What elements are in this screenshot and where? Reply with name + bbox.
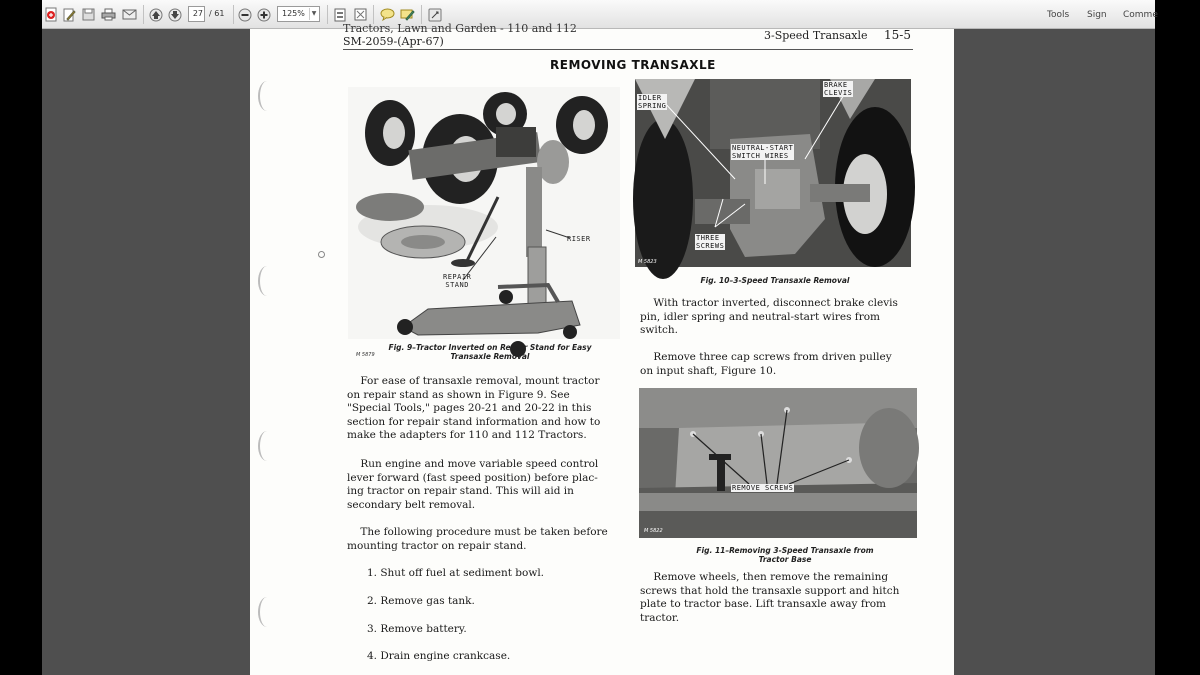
list-item: 4. Drain engine crankcase. <box>367 650 511 662</box>
zoom-out-icon[interactable] <box>238 6 252 23</box>
fig11-code: M 5822 <box>644 528 663 534</box>
header-section: 3-Speed Transaxle <box>764 29 868 42</box>
fig10-label-brake-clevis: BRAKE CLEVIS <box>824 81 853 97</box>
header-series: Tractors, Lawn and Garden - 110 and 112 <box>343 22 577 35</box>
toolbar-separator <box>233 5 234 24</box>
page-total: / 61 <box>209 9 225 18</box>
letterbox-left <box>0 0 42 675</box>
fig9-label-riser: RISER <box>567 235 591 243</box>
right-paragraph-2: Remove three cap screws from driven pulley on input shaft, Figure 10. <box>640 351 892 377</box>
zoom-level-value: 125% <box>282 9 305 18</box>
print-icon[interactable] <box>101 6 116 23</box>
fig9-label-repair-stand: REPAIR STAND <box>443 273 472 289</box>
fig10-label-idler-spring: IDLER SPRING <box>638 94 667 110</box>
fig11-caption: Fig. 11–Removing 3-Speed Transaxle from Tractor Base <box>696 546 874 564</box>
fig9-tractor-drawing <box>348 87 620 339</box>
fig9-code: M 5879 <box>356 352 375 358</box>
next-page-icon[interactable] <box>168 6 182 23</box>
zoom-in-icon[interactable] <box>257 6 271 23</box>
comment-link[interactable]: Comme <box>1123 10 1158 20</box>
list-item: 1. Shut off fuel at sediment bowl. <box>367 567 545 579</box>
fig11-photo <box>639 388 917 538</box>
fig11-label-remove-screws: REMOVE SCREWS <box>732 484 794 492</box>
zoom-level-select[interactable] <box>277 6 320 22</box>
fig10-label-neutral-start: NEUTRAL-START SWITCH WIRES <box>732 144 794 160</box>
fig10-photo <box>635 79 911 267</box>
fig10-label-three-screws: THREE SCREWS <box>696 234 725 250</box>
pdf-page <box>250 22 954 675</box>
create-pdf-icon[interactable] <box>44 6 57 23</box>
document-area[interactable] <box>42 22 1155 675</box>
tools-link[interactable]: Tools <box>1047 10 1070 20</box>
fig10-code: M 5823 <box>638 259 657 265</box>
save-icon[interactable] <box>82 6 95 23</box>
list-item: 3. Remove battery. <box>367 623 467 635</box>
edit-document-icon[interactable] <box>63 6 76 23</box>
tool-options-icon[interactable] <box>427 6 442 23</box>
sign-link[interactable]: Sign <box>1087 10 1107 20</box>
highlight-icon[interactable] <box>400 6 415 23</box>
fig9-caption: Fig. 9–Tractor Inverted on Repair Stand for Easy Transaxle Removal <box>388 343 592 361</box>
toolbar-separator <box>143 5 144 24</box>
chevron-down-icon[interactable]: ▼ <box>309 8 318 20</box>
toolbar-separator <box>327 5 328 24</box>
right-paragraph-1: With tractor inverted, disconnect brake clevis pin, idler spring and neutral-start wires from switch. <box>640 297 898 336</box>
header-doc-number: SM-2059-(Apr-67) <box>343 35 444 48</box>
fig10-caption: Fig. 10–3-Speed Transaxle Removal <box>700 276 850 285</box>
page-number-input[interactable]: 27 <box>188 6 205 22</box>
letterbox-right <box>1155 0 1200 675</box>
email-icon[interactable] <box>122 6 137 23</box>
left-paragraph-1: For ease of transaxle removal, mount tractor on repair stand as shown in Figure 9. See "Special Tools," pages 20-21 and 20-22 in this section for repair stand information and how to make the adapters for 110 and 112 Tractors. <box>347 375 601 441</box>
list-item: 2. Remove gas tank. <box>367 595 475 607</box>
toolbar <box>42 0 1158 29</box>
comment-icon[interactable] <box>380 6 395 23</box>
page-mark <box>318 251 325 258</box>
header-rule <box>343 49 913 50</box>
page-title: REMOVING TRANSAXLE <box>550 58 716 72</box>
previous-page-icon[interactable] <box>149 6 163 23</box>
fit-page-icon[interactable] <box>333 6 347 23</box>
fig10-transaxle-drawing <box>635 79 911 267</box>
header-page-number: 15-5 <box>884 28 911 42</box>
fig11-tractor-base-drawing <box>639 388 917 538</box>
full-screen-icon[interactable] <box>353 6 367 23</box>
left-paragraph-3: The following procedure must be taken before mounting tractor on repair stand. <box>347 526 608 552</box>
pdf-viewer-window <box>42 0 1158 675</box>
right-paragraph-3: Remove wheels, then remove the remaining screws that hold the transaxle support and hitch plate to tractor base. Lift transaxle away from tractor. <box>640 571 900 624</box>
left-paragraph-2: Run engine and move variable speed control lever forward (fast speed position) before plac- ing tractor on repair stand. This will aid in secondary belt removal. <box>347 458 599 511</box>
